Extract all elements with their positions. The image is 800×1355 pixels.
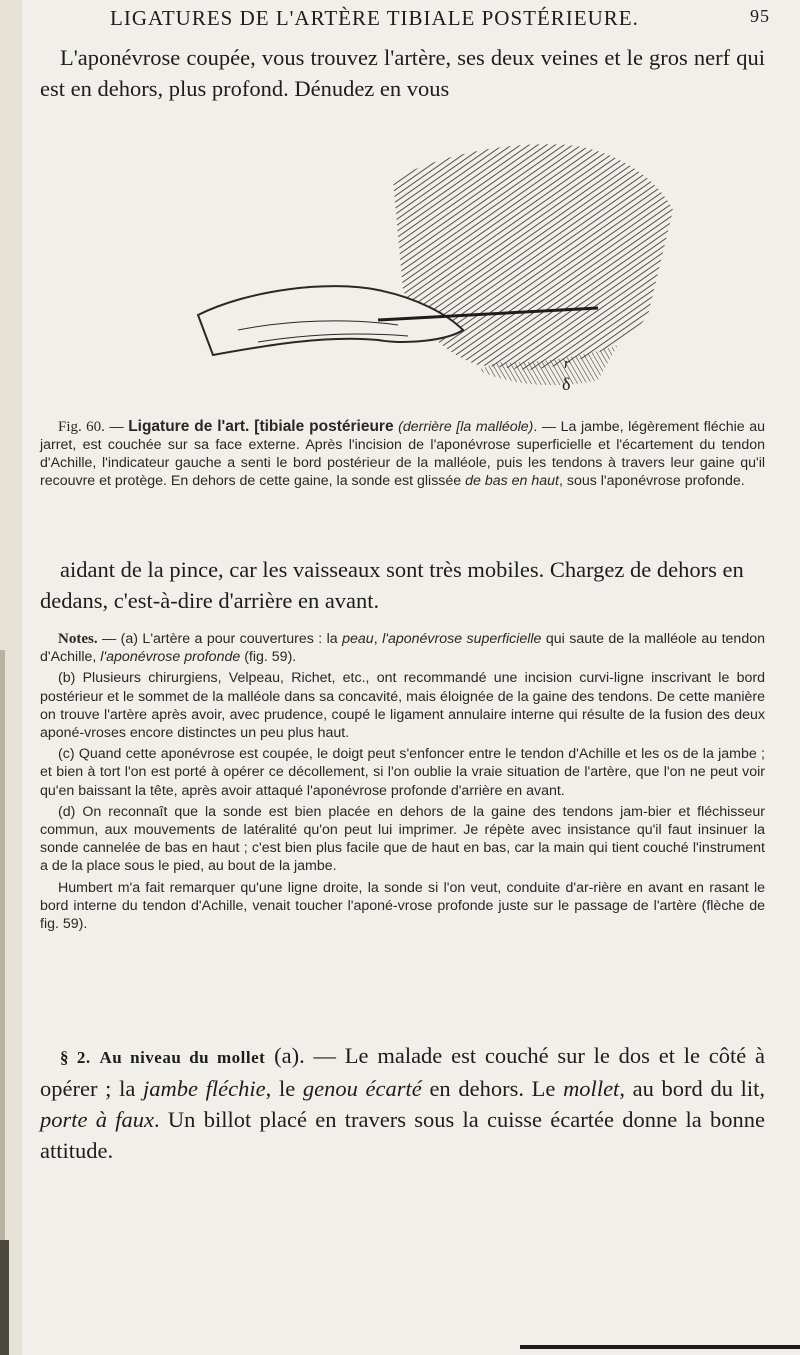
notes-block xyxy=(40,630,765,936)
caption-text: . — La jambe, légèrement fléchie au jarret, est couchée sur sa face externe. Après l'incision de l'aponévrose superficielle et l'écartement du tendon d'Achille, l'indicateur gauche a senti le bord postérieur de la malléole, puis les tendons à travers leur gaine qu'il recouvre et protège. En dehors de cette gaine, la sonde est glissée xyxy=(40,419,765,489)
notes-heading: Notes. xyxy=(58,631,98,647)
figure-marker-delta: δ xyxy=(562,374,571,394)
figure-label: Fig. 60. xyxy=(58,419,105,435)
section-2: § 2. Au niveau du mollet (a). — Le malade est couché sur le dos et le côté à opérer ; la jambe fléchie, le genou écarté en dehors. Le mollet, au bord du lit, porte à faux. Un billot placé en travers sous la cuisse écartée donne la bonne attitude. xyxy=(40,1043,766,1163)
note-a: Notes. — (a) L'artère a pour couvertures : la peau, l'aponévrose superficielle qui saute de la malléole au tendon d'Achille, l'aponévrose profonde (fig. 59). xyxy=(40,631,765,666)
figure-note: (derrière [la malléole) xyxy=(398,419,534,435)
caption-text-end: , sous l'aponévrose profonde. xyxy=(558,473,745,489)
running-title: LIGATURES DE L'ARTÈRE TIBIALE POSTÉRIEURE. xyxy=(110,6,639,30)
body-paragraph: aidant de la pince, car les vaisseaux sont très mobiles. Chargez de dehors en dedans, c'est-à-dire d'arrière en avant. xyxy=(40,557,744,613)
running-header xyxy=(110,6,770,36)
intro-paragraph: L'aponévrose coupée, vous trouvez l'artère, ses deux veines et le gros nerf qui est en dehors, plus profond. Dénudez en vous xyxy=(40,45,765,101)
note-c: (c) Quand cette aponévrose est coupée, le doigt peut s'enfoncer entre le tendon d'Achille et les os de la jambe ; et bien à tort l'on est porté à opérer ce décollement, si l'on oublie la vraie situation de l'artère, que l'on ne peut voir qu'en baissant la tête, après avoir attaqué l'aponévrose profonde d'arrière en avant. xyxy=(40,746,765,799)
caption-emphasis: de bas en haut xyxy=(465,473,559,489)
section-number: § 2. xyxy=(60,1048,91,1067)
bottom-rule xyxy=(520,1345,800,1349)
figure-caption: Fig. 60. — Ligature de l'art. [tibiale postérieure (derrière [la malléole). — La jambe, légèrement fléchie au jarret, est couchée sur sa face externe. Après l'incision de l'aponévrose superficielle et l'écartement du tendon d'Achille, l'indicateur gauche a senti le bord postérieur de la malléole, puis les tendons à travers leur gaine qu'il recouvre et protège. En dehors de cette gaine, la sonde est glissée de bas en haut, sous l'aponévrose profonde. xyxy=(40,418,765,489)
note-e: Humbert m'a fait remarquer qu'une ligne droite, la sonde si l'on veut, conduite d'ar-rière en avant en rasant le bord interne du tendon d'Achille, venait toucher l'aponé-vrose profonde juste sur le passage de l'artère (flèche de fig. 59). xyxy=(40,879,765,933)
figure-title: Ligature de l'art. [tibiale postérieure xyxy=(128,418,394,435)
section-heading: Au niveau du mollet xyxy=(99,1048,266,1067)
figure-60-engraving xyxy=(178,140,678,410)
note-b: (b) Plusieurs chirurgiens, Velpeau, Richet, etc., ont recommandé une incision curvi-ligne inscrivant le bord postérieur et le sommet de la malléole dans sa concavité, mais éloignée de la gaine des tendons. De cette manière on trouve l'artère après avoir, avec prudence, coupé le ligament annulaire interne qui résulte de la fusion des deux aponé-vroses encore distinctes un peu plus haut. xyxy=(40,670,765,742)
page-number: 95 xyxy=(750,6,770,26)
leg-drawing xyxy=(393,144,673,385)
figure-marker-r: r xyxy=(564,356,570,372)
binding-edge-shadow xyxy=(0,0,22,1355)
note-d: (d) On reconnaît que la sonde est bien placée en dehors de la gaine des tendons jam-bier et fléchisseur commun, aux mouvements de latéralité qu'on peut lui imprimer. Je répète avec insistance qu'il faut insinuer la sonde cannelée de bas en haut ; c'est bien plus facile que de haut en bas, car la main qui tient couché l'instrument a de la place sous le pied, au bout de la jambe. xyxy=(40,803,765,875)
